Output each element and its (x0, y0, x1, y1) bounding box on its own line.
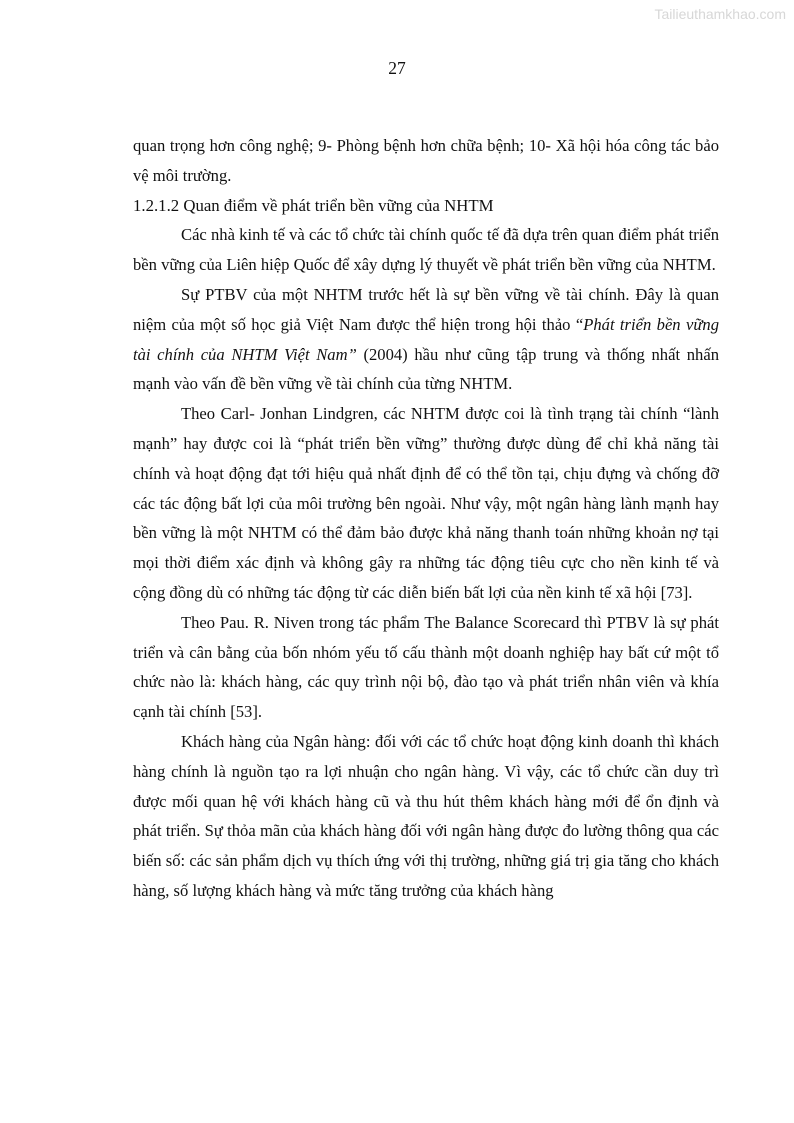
page-body (133, 131, 719, 906)
paragraph-3: Theo Carl- Jonhan Lindgren, các NHTM được coi là tình trạng tài chính “lành mạnh” hay được coi là “phát triển bền vững” thường được dùng để chỉ khả năng tài chính và hoạt động đạt tới hiệu quả nhất định để có thể tồn tại, chịu đựng và chống đỡ các tác động bất lợi của môi trường bên ngoài. Như vậy, một ngân hàng lành mạnh hay bền vững là một NHTM có thể đảm bảo được khả năng thanh toán những khoản nợ tại mọi thời điểm xác định và không gây ra những tác động tiêu cực cho nền kinh tế và cộng đồng dù có những tác động từ các diễn biến bất lợi của nền kinh tế xã hội [73]. (133, 404, 719, 602)
paragraph-2-italic-title: Phát triển bền vững tài chính của NHTM Việt Nam” (133, 314, 719, 364)
paragraph-2-text-a: Sự PTBV của một NHTM trước hết là sự bền vững về tài chính. Đây là quan niệm của một số học giả Việt Nam được thể hiện trong hội thảo “ (133, 284, 719, 334)
intro-paragraph: quan trọng hơn công nghệ; 9- Phòng bệnh hơn chữa bệnh; 10- Xã hội hóa công tác bảo vệ môi trường. (133, 136, 719, 185)
paragraph-2-text-b: (2004) hầu như cũng tập trung và thống nhất nhấn mạnh vào vấn đề bền vững về tài chính của từng NHTM. (133, 344, 719, 394)
paragraph-5: Khách hàng của Ngân hàng: đối với các tổ chức hoạt động kinh doanh thì khách hàng chính là nguồn tạo ra lợi nhuận cho ngân hàng. Vì vậy, các tổ chức cần duy trì được mối quan hệ với khách hàng cũ và thu hút thêm khách hàng mới để ổn định và phát triển. Sự thỏa mãn của khách hàng đối với ngân hàng được đo lường thông qua các biến số: các sản phẩm dịch vụ thích ứng với thị trường, những giá trị gia tăng cho khách hàng, số lượng khách hàng và mức tăng trưởng của khách hàng (133, 731, 719, 900)
page-number: 27 (388, 58, 406, 78)
paragraph-4: Theo Pau. R. Niven trong tác phẩm The Balance Scorecard thì PTBV là sự phát triển và cân bằng của bốn nhóm yếu tố cấu thành một doanh nghiệp hay bất cứ một tổ chức nào là: khách hàng, các quy trình nội bộ, đào tạo và phát triển nhân viên và khía cạnh tài chính [53]. (133, 612, 719, 722)
watermark: Tailieuthamkhao.com (654, 6, 786, 22)
section-heading: 1.2.1.2 Quan điểm về phát triển bền vững của NHTM (133, 195, 494, 215)
paragraph-1: Các nhà kinh tế và các tổ chức tài chính quốc tế đã dựa trên quan điểm phát triển bền vững của Liên hiệp Quốc để xây dựng lý thuyết về phát triển bền vững của NHTM. (133, 225, 719, 275)
paragraph-2 (133, 280, 719, 399)
